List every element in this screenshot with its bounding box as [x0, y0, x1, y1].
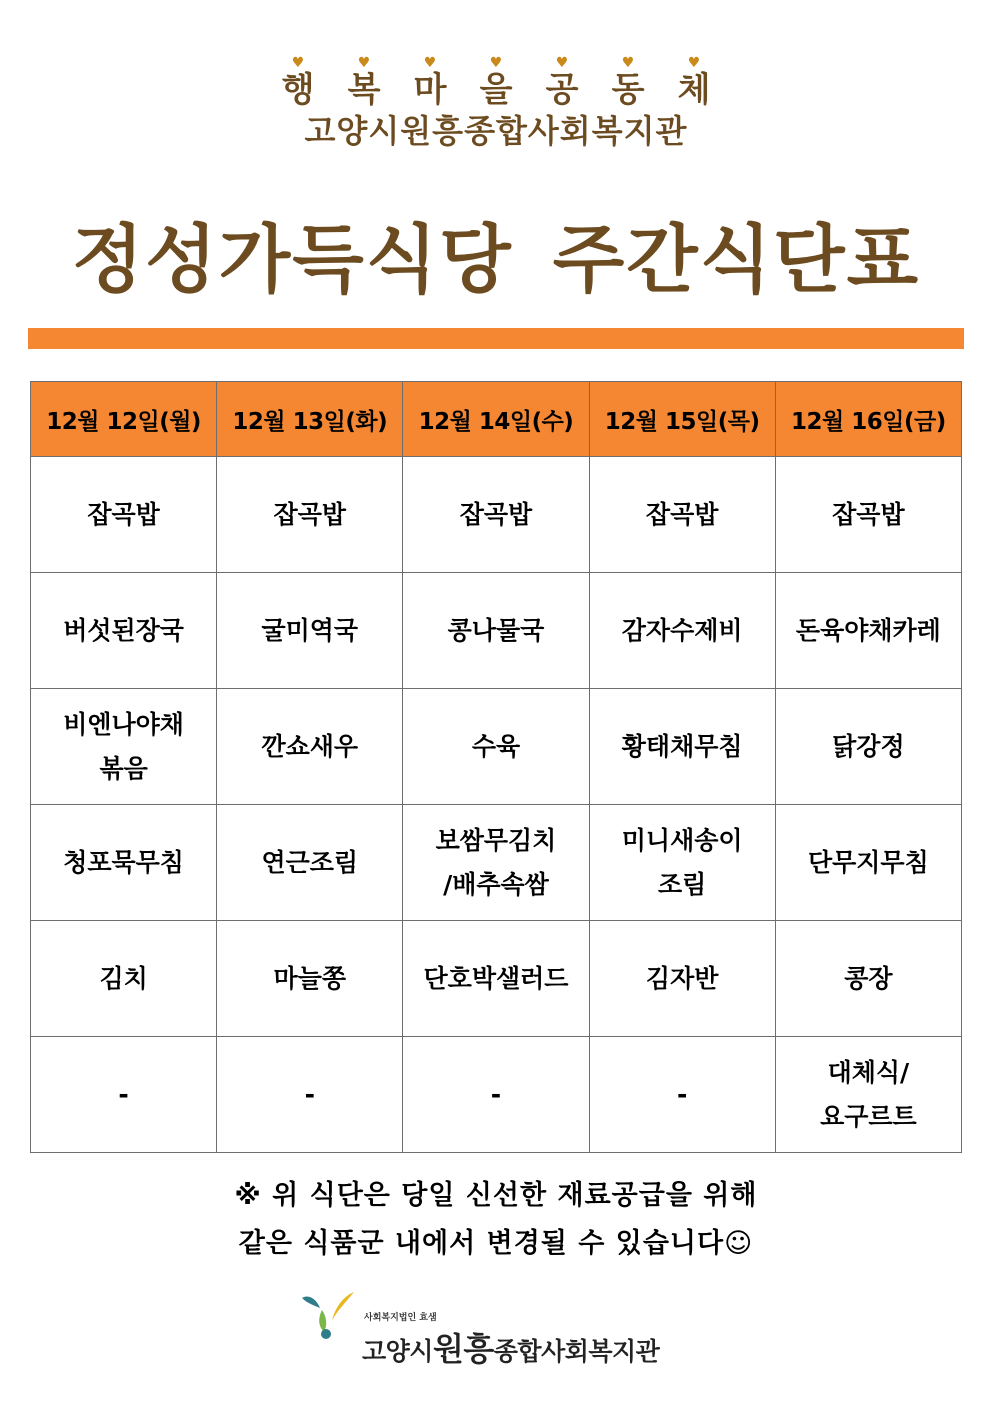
menu-item-line: 단무지무침 — [807, 847, 929, 877]
menu-cell — [589, 1037, 775, 1153]
day-header: 12월 14일(수) — [403, 382, 589, 457]
menu-cell — [217, 805, 403, 921]
logo-name-suffix: 종합사회복지관 — [493, 1337, 660, 1366]
menu-item-line: 단호박샐러드 — [423, 963, 569, 993]
menu-item-line: 비엔나야채 — [63, 709, 184, 739]
menu-cell — [775, 805, 961, 921]
menu-item-line: 잡곡밥 — [87, 499, 160, 529]
menu-item-line: 콩장 — [844, 963, 893, 993]
menu-cell — [589, 457, 775, 573]
menu-item-line: 요구르트 — [820, 1101, 917, 1131]
menu-item-line: 조림 — [658, 869, 707, 899]
slogan-char-text: 동 — [611, 70, 645, 110]
slogan-char-text: 공 — [545, 70, 579, 110]
logo-foundation: 사회복지법인 효샘 — [364, 1313, 437, 1323]
accent-divider — [28, 328, 964, 349]
menu-cell — [217, 689, 403, 805]
table-row — [31, 689, 962, 805]
menu-item-line: 굴미역국 — [261, 615, 359, 645]
menu-item-line: 잡곡밥 — [645, 499, 719, 529]
menu-item-line: 미니새송이 — [621, 825, 743, 855]
menu-item-line: 대체식/ — [827, 1057, 910, 1087]
menu-cell — [31, 689, 217, 805]
table-row — [31, 457, 962, 573]
title-part2: 주간식단표 — [552, 217, 921, 303]
table-row — [31, 573, 962, 689]
notice-line-1: ※ 위 식단은 당일 신선한 재료공급을 위해 — [234, 1180, 758, 1211]
menu-cell — [217, 573, 403, 689]
menu-item-line: 황태채무침 — [621, 731, 743, 761]
menu-cell — [217, 1037, 403, 1153]
heart-icon: ♥ — [555, 55, 569, 71]
title-part1: 정성가득식당 — [71, 217, 513, 303]
header — [0, 55, 992, 150]
menu-item-line: 김자반 — [645, 963, 719, 993]
menu-cell — [217, 921, 403, 1037]
menu-cell — [775, 573, 961, 689]
slogan-char-text: 을 — [479, 70, 513, 110]
slogan-char — [412, 55, 448, 110]
table-row — [31, 921, 962, 1037]
menu-item-line: 닭강정 — [832, 731, 905, 761]
menu-cell — [31, 805, 217, 921]
menu-item-line: 잡곡밥 — [832, 499, 905, 529]
menu-cell — [775, 1037, 961, 1153]
menu-cell — [589, 573, 775, 689]
menu-item-line: 돈육야채카레 — [795, 615, 941, 645]
logo-name-prefix: 고양시 — [362, 1337, 433, 1366]
menu-cell — [775, 689, 961, 805]
menu-item-line: 잡곡밥 — [273, 499, 346, 529]
menu-table — [30, 381, 962, 1153]
table-row — [31, 1037, 962, 1153]
logo-mark-icon — [300, 1290, 360, 1342]
slogan-char — [610, 55, 646, 110]
slogan-char — [346, 55, 382, 110]
slogan-char-text: 체 — [677, 70, 711, 110]
slogan-char — [478, 55, 514, 110]
menu-cell — [775, 921, 961, 1037]
menu-cell — [403, 573, 589, 689]
table-row — [31, 805, 962, 921]
menu-cell — [589, 805, 775, 921]
org-name: 고양시원흥종합사회복지관 — [304, 112, 688, 150]
menu-cell — [403, 1037, 589, 1153]
day-header: 12월 16일(금) — [775, 382, 961, 457]
menu-item-line: 보쌈무김치 — [435, 825, 557, 855]
heart-icon: ♥ — [489, 55, 503, 71]
slogan-char-text: 마 — [413, 70, 447, 110]
notice — [0, 1172, 992, 1268]
day-header: 12월 15일(목) — [589, 382, 775, 457]
logo-name — [362, 1324, 659, 1370]
menu-item-line: 청포묵무침 — [63, 847, 184, 877]
menu-cell — [403, 457, 589, 573]
menu-item-line: 수육 — [471, 731, 521, 761]
menu-cell — [403, 805, 589, 921]
slogan-char-text: 행 — [281, 70, 315, 110]
day-header: 12월 12일(월) — [31, 382, 217, 457]
page-title — [0, 215, 992, 305]
menu-item-line: - — [118, 1079, 129, 1109]
day-header: 12월 13일(화) — [217, 382, 403, 457]
menu-item-line: 볶음 — [99, 753, 148, 783]
footer-logo — [300, 1290, 670, 1370]
menu-item-line: - — [490, 1079, 502, 1109]
menu-item-line: - — [304, 1079, 315, 1109]
menu-item-line: 버섯된장국 — [63, 615, 184, 645]
menu-cell — [589, 689, 775, 805]
menu-cell — [589, 921, 775, 1037]
heart-icon: ♥ — [621, 55, 635, 71]
heart-icon: ♥ — [423, 55, 437, 71]
menu-item-line: 마늘쫑 — [273, 963, 346, 993]
menu-cell — [775, 457, 961, 573]
menu-item-line: 감자수제비 — [621, 615, 743, 645]
menu-item-line: 잡곡밥 — [459, 499, 533, 529]
notice-line-2: 같은 식품군 내에서 변경될 수 있습니다☺ — [238, 1228, 754, 1259]
slogan-char-text: 복 — [347, 70, 381, 110]
menu-item-line: 김치 — [99, 963, 148, 993]
menu-cell — [31, 457, 217, 573]
menu-cell — [31, 573, 217, 689]
menu-header-row — [31, 382, 962, 457]
menu-cell — [403, 689, 589, 805]
menu-cell — [31, 921, 217, 1037]
menu-item-line: 연근조림 — [261, 847, 359, 877]
menu-item-line: - — [676, 1079, 688, 1109]
heart-icon: ♥ — [687, 55, 701, 71]
menu-body — [31, 457, 962, 1153]
slogan-char — [280, 55, 316, 110]
heart-icon: ♥ — [291, 55, 305, 71]
heart-icon: ♥ — [357, 55, 371, 71]
menu-cell — [403, 921, 589, 1037]
logo-name-big: 원흥 — [432, 1330, 494, 1368]
menu-cell — [217, 457, 403, 573]
menu-item-line: 콩나물국 — [447, 615, 545, 645]
menu-item-line: /배추속쌈 — [443, 869, 549, 899]
slogan-char — [676, 55, 712, 110]
slogan — [0, 55, 992, 110]
menu-item-line: 깐쇼새우 — [261, 731, 359, 761]
slogan-char — [544, 55, 580, 110]
menu-cell — [31, 1037, 217, 1153]
